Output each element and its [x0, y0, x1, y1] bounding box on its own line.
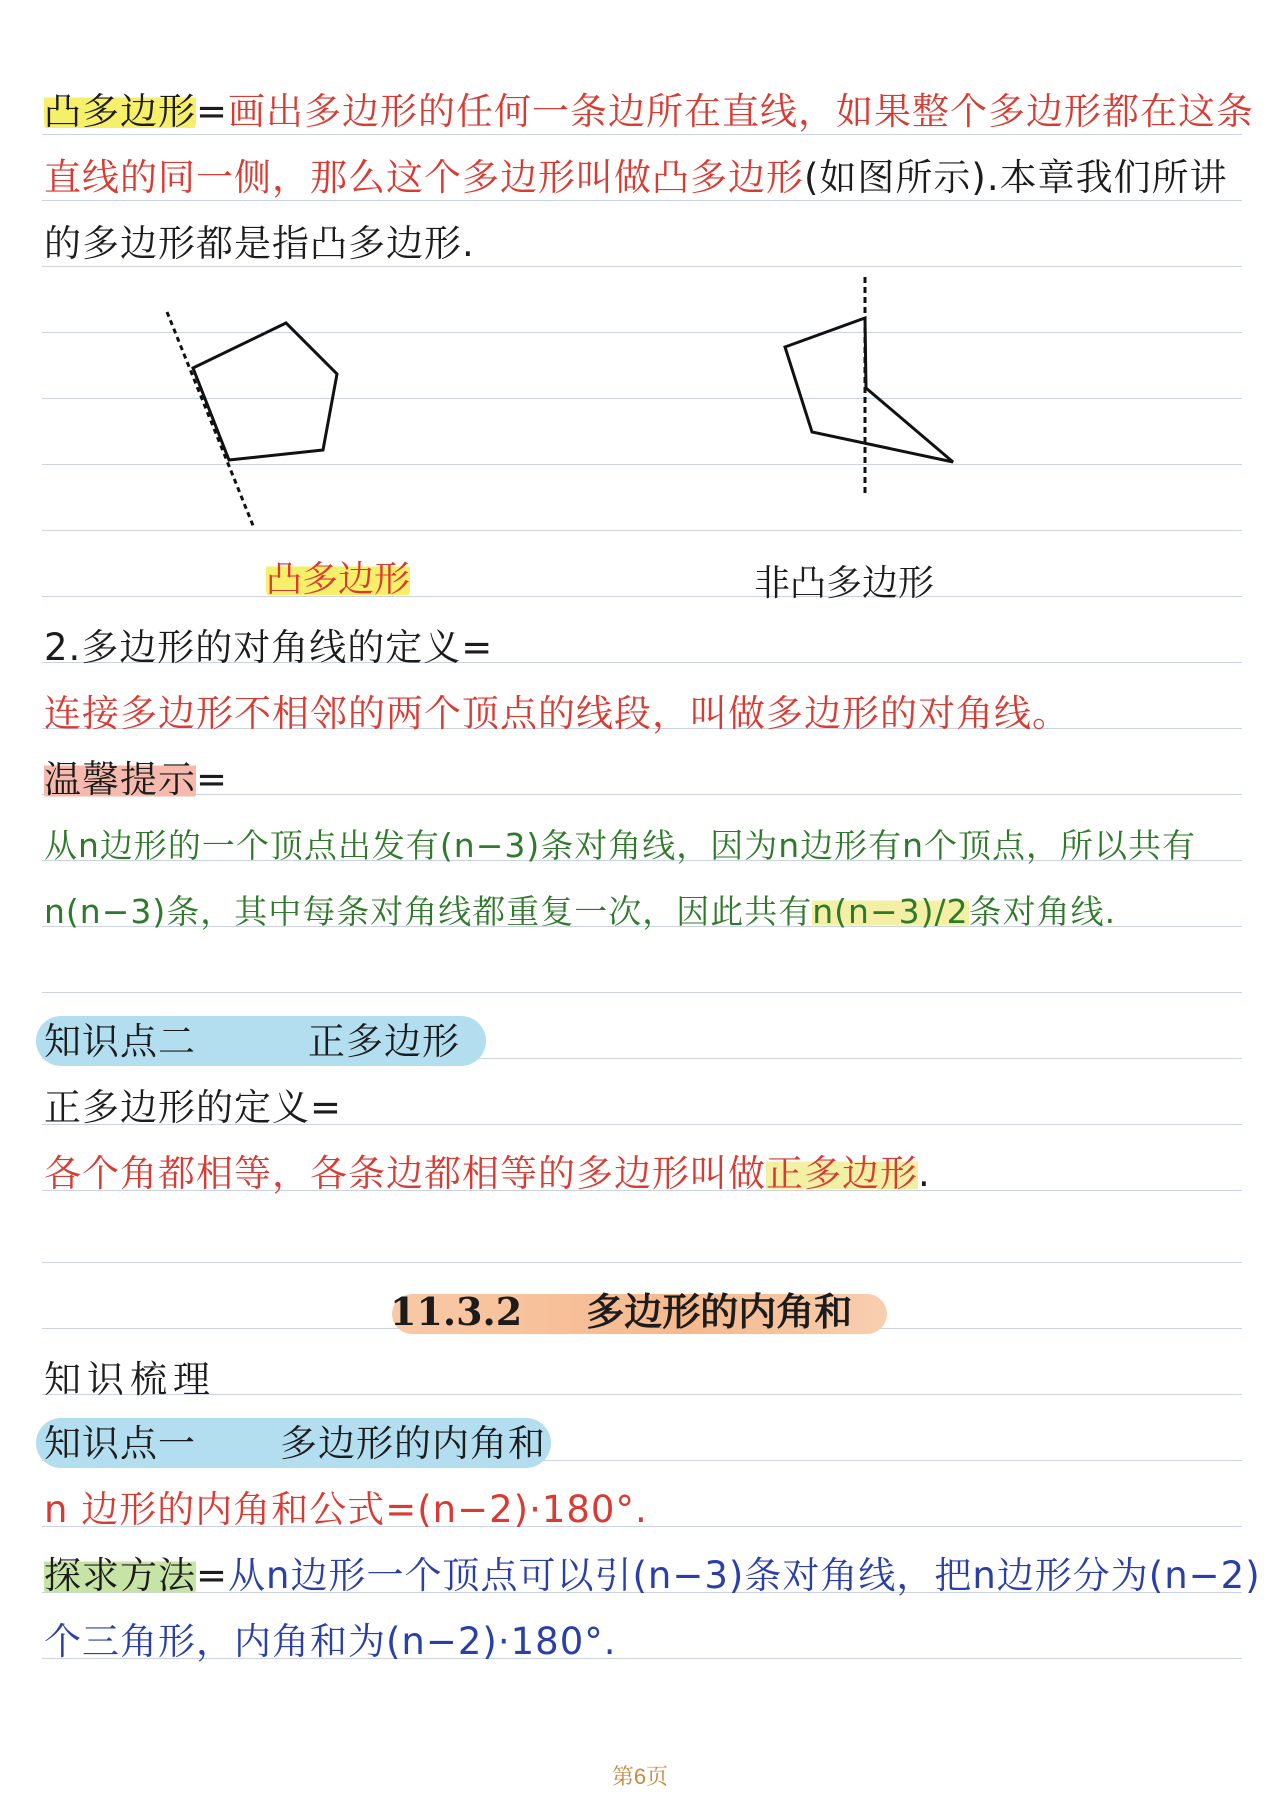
tip-text-part-b: 条对角线. [968, 892, 1117, 931]
knowledge-overview: 知识梳理 [44, 1358, 216, 1401]
convex-caption-text: 凸多边形 [266, 559, 411, 600]
method-separator: = [196, 1554, 229, 1597]
convex-definition-text-red: 直线的同一侧，那么这个多边形叫做凸多边形 [44, 156, 804, 199]
diagonal-heading: 2.多边形的对角线的定义= [44, 626, 494, 669]
nonconvex-caption: 非凸多边形 [754, 563, 935, 604]
concave-pentagon [785, 318, 953, 462]
method-line-2: 个三角形，内角和为(n−2)·180°. [44, 1620, 617, 1663]
regular-polygon-definition [44, 1150, 1244, 1198]
diagonal-count-formula: n(n−3)/2 [812, 892, 969, 931]
convex-caption [266, 556, 410, 604]
convex-definition-line-2 [44, 154, 1244, 202]
ruled-line [42, 1262, 1242, 1263]
tip-separator: = [196, 758, 229, 801]
nonconvex-polygon-figure [760, 275, 980, 505]
section-name: 多边形的内角和 [586, 1289, 853, 1334]
convex-definition-line-1 [44, 88, 1255, 136]
method-line-1 [44, 1552, 1261, 1600]
tip-label: 温馨提示 [44, 758, 196, 801]
convex-definition-text: 画出多边形的任何一条边所在直线，如果整个多边形都在这条 [228, 90, 1255, 133]
ruled-line [42, 596, 1242, 597]
knowledge-point-2-number: 知识点二 [44, 1020, 196, 1063]
knowledge-point-2-label [44, 1018, 1244, 1066]
knowledge-point-1-number: 知识点一 [44, 1422, 196, 1465]
page-number: 第6页 [611, 1764, 669, 1789]
convex-term: 凸多边形 [44, 90, 196, 133]
knowledge-point-2-topic: 正多边形 [308, 1020, 460, 1063]
method-label: 探求方法 [44, 1554, 196, 1597]
convex-definition-line-3: 的多边形都是指凸多边形. [44, 222, 475, 265]
tip-text-line-2 [44, 888, 1244, 936]
section-title [390, 1288, 852, 1336]
method-text: 从n边形一个顶点可以引(n−3)条对角线，把n边形分为(n−2) [228, 1554, 1261, 1597]
knowledge-point-1-label [44, 1420, 1244, 1468]
tip-text-part-a: n(n−3)条，其中每条对角线都重复一次，因此共有 [44, 892, 813, 931]
convex-definition-text-black: (如图所示).本章我们所讲 [804, 156, 1228, 199]
regular-polygon-term: 正多边形 [766, 1152, 918, 1195]
tip-line [44, 756, 1244, 804]
interior-angle-formula: n 边形的内角和公式=(n−2)·180°. [44, 1488, 648, 1531]
diagonal-definition: 连接多边形不相邻的两个顶点的线段，叫做多边形的对角线。 [44, 692, 1070, 735]
tip-text-line-1: 从n边形的一个顶点出发有(n−3)条对角线，因为n边形有n个顶点，所以共有 [44, 826, 1197, 865]
regular-polygon-heading: 正多边形的定义= [44, 1086, 343, 1129]
convex-pentagon [193, 323, 337, 460]
convex-polygon-figure [150, 290, 410, 550]
regular-definition-end: . [918, 1152, 931, 1195]
ruled-line [42, 992, 1242, 993]
section-number: 11.3.2 [390, 1289, 523, 1334]
regular-definition-text: 各个角都相等，各条边都相等的多边形叫做 [44, 1152, 766, 1195]
convex-term-separator: = [196, 90, 229, 133]
knowledge-point-1-topic: 多边形的内角和 [280, 1422, 546, 1465]
